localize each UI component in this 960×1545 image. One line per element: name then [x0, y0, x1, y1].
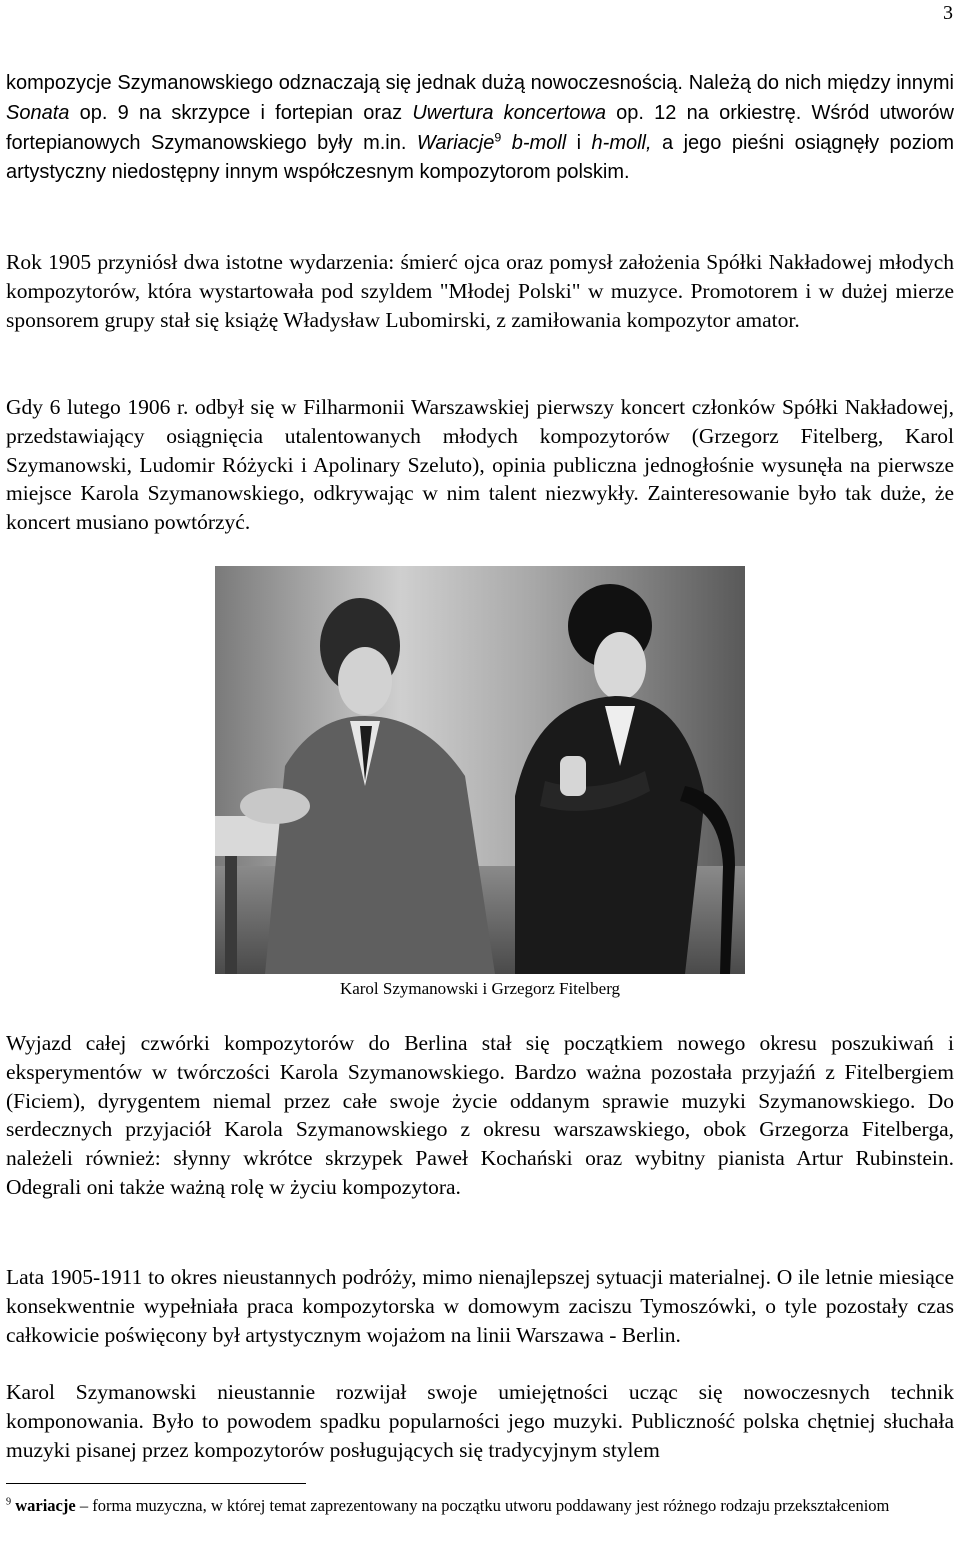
p1-text-3: op. 12 na orkiestrę. Wśród utworów fortepianowych Szymanowskiego były m.in.: [6, 101, 955, 154]
p1-text-2: op. 9 na skrzypce i fortepian oraz: [69, 101, 413, 124]
p1-text-5: a jego pieśni osiągnęły poziom artystyczny niedostępny innym współczesnym kompozytorom polskim.: [6, 131, 955, 184]
photo-illustration: [215, 566, 745, 974]
p1-italic-bmoll: b-moll: [501, 131, 567, 154]
photograph-szymanowski-fitelberg: [215, 566, 745, 974]
footnote-number: 9: [6, 1496, 12, 1508]
footnote-separator: [6, 1483, 306, 1484]
photo-caption: Karol Szymanowski i Grzegorz Fitelberg: [339, 979, 621, 998]
paragraph-techniques: Karol Szymanowski nieustannie rozwijał swoje umiejętności ucząc się nowoczesnych technik komponowania. Było to powodem spadku popularności jego muzyki. Publiczność polska chętniej słuchała muzyki pisanej przez kompozytorów posługujących się tradycyjnym stylem: [6, 1380, 954, 1462]
page-number: 3: [943, 2, 953, 24]
footnote-term: wariacje: [15, 1496, 76, 1515]
footnote-text: – forma muzyczna, w której temat zaprezentowany na początku utworu poddawany jest różnego rodzaju przekształceniom: [75, 1496, 890, 1515]
paragraph-intro: [6, 68, 954, 187]
paragraph-travels: Lata 1905-1911 to okres nieustannych podróży, mimo nienajlepszej sytuacji materialnej. O ile letnie miesiące konsekwentnie wypełniała praca kompozytorska w domowym zaciszu Tymoszówki, o tyle pozostały czas całkowicie poświęcony był artystycznym wojażom na linii Warszawa - Berlin.: [6, 1265, 954, 1347]
p1-text-4: i: [566, 131, 592, 154]
footnote-reference: 9: [494, 129, 502, 144]
p1-italic-hmoll: h-moll,: [591, 131, 652, 154]
p1-italic-uwertura: Uwertura koncertowa: [412, 101, 606, 124]
paragraph-1905: Rok 1905 przyniósł dwa istotne wydarzenia: śmierć ojca oraz pomysł założenia Spółki Nakładowej młodych kompozytorów, która wystartowała pod szyldem "Młodej Polski" w muzyce. Promotorem i w dużej mierze sponsorem grupy stał się książę Władysław Lubomirski, z zamiłowania kompozytor amator.: [6, 250, 954, 332]
paragraph-concert-1906: Gdy 6 lutego 1906 r. odbył się w Filharmonii Warszawskiej pierwszy koncert członków Spółki Nakładowej, przedstawiający osiągnięcia utalentowanych młodych kompozytorów (Grzegorz Fitelberg, Karol Szymanowski, Ludomir Różycki i Apolinary Szeluto), opinia publiczna jednogłośnie wysunęła na pierwsze miejsce Karola Szymanowskiego, odkrywając w nim talent niezwykły. Zainteresowanie było tak duże, że koncert musiano powtórzyć.: [6, 395, 954, 535]
p1-italic-sonata: Sonata: [6, 101, 70, 124]
paragraph-berlin: Wyjazd całej czwórki kompozytorów do Berlina stał się początkiem nowego okresu poszukiwań i eksperymentów w twórczości Karola Szymanowskiego. Bardzo ważna pozostała przyjaźń z Fitelbergiem (Ficiem), dyrygentem niemal przez całe swoje życie oddanym sprawie muzyki Szymanowskiego. Do serdecznych przyjaciół Karola Szymanowskiego z okresu warszawskiego, obok Grzegorza Fitelberga, należeli również: słynny wkrótce skrzypek Paweł Kochański oraz wybitny pianista Artur Rubinstein. Odegrali oni także ważną rolę w życiu kompozytora.: [6, 1031, 954, 1199]
footnote: [6, 1494, 954, 1517]
p1-text-1: kompozycje Szymanowskiego odznaczają się jednak dużą nowoczesnością. Należą do nich między innymi: [6, 72, 954, 94]
p1-italic-wariacje: Wariacje: [416, 131, 495, 154]
